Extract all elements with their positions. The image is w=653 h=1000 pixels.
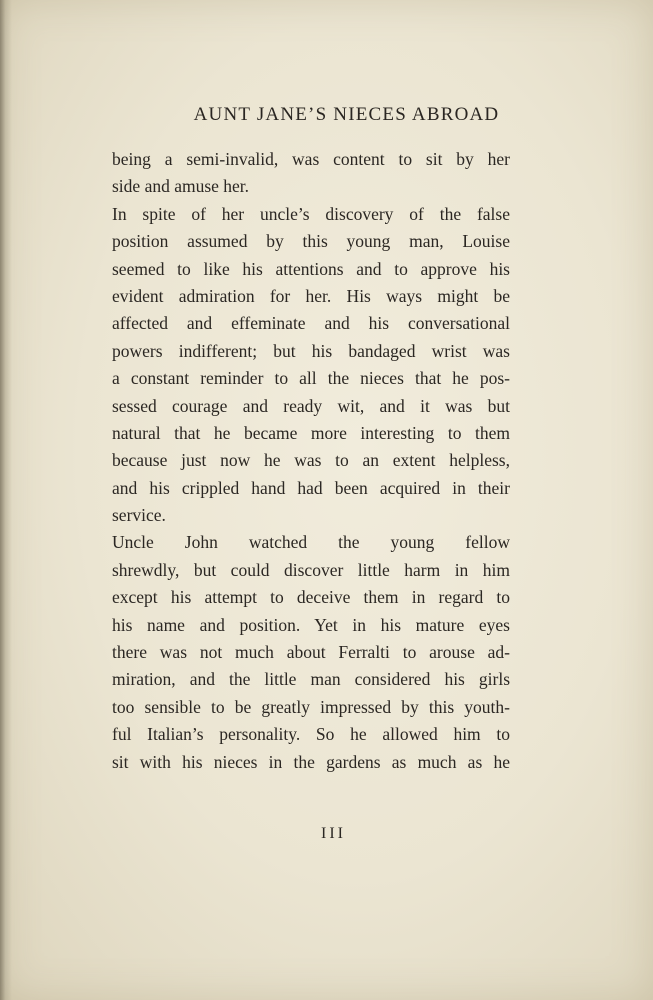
text-line: there was not much about Ferralti to arouse ad- <box>112 642 510 663</box>
text-line: natural that he became more interesting to them <box>112 422 510 443</box>
text-line: affected and effeminate and his conversational <box>112 313 510 334</box>
text-line: evident admiration for her. His ways might be <box>112 285 510 306</box>
text-line: sit with his nieces in the gardens as much as he <box>112 751 510 772</box>
text-line: a constant reminder to all the nieces that he pos- <box>112 368 510 389</box>
text-line: Uncle John watched the young fellow <box>112 532 510 553</box>
text-line: service. <box>112 505 166 526</box>
running-head: AUNT JANE’S NIECES ABROAD <box>193 104 500 125</box>
text-line: ful Italian’s personality. So he allowed him to <box>112 724 510 745</box>
text-line: and his crippled hand had been acquired in their <box>112 477 510 498</box>
page-number: III <box>321 825 346 842</box>
text-line: seemed to like his attentions and to approve his <box>112 258 510 279</box>
text-line: side and amuse her. <box>112 176 250 197</box>
text-line: being a semi-invalid, was content to sit by her <box>112 149 510 169</box>
text-line: except his attempt to deceive them in regard to <box>112 587 510 608</box>
text-line: sessed courage and ready wit, and it was but <box>112 395 510 416</box>
text-line: because just now he was to an extent helpless, <box>112 450 510 471</box>
text-line: too sensible to be greatly impressed by this youth- <box>112 696 510 717</box>
text-line: miration, and the little man considered his girls <box>112 669 510 690</box>
body-text <box>112 146 510 776</box>
text-line: position assumed by this young man, Louise <box>112 231 510 252</box>
text-line: In spite of her uncle’s discovery of the false <box>112 203 510 224</box>
text-line: powers indifferent; but his bandaged wrist was <box>112 340 510 361</box>
text-line: his name and position. Yet in his mature eyes <box>112 614 510 635</box>
text-line: shrewdly, but could discover little harm in him <box>112 559 510 580</box>
